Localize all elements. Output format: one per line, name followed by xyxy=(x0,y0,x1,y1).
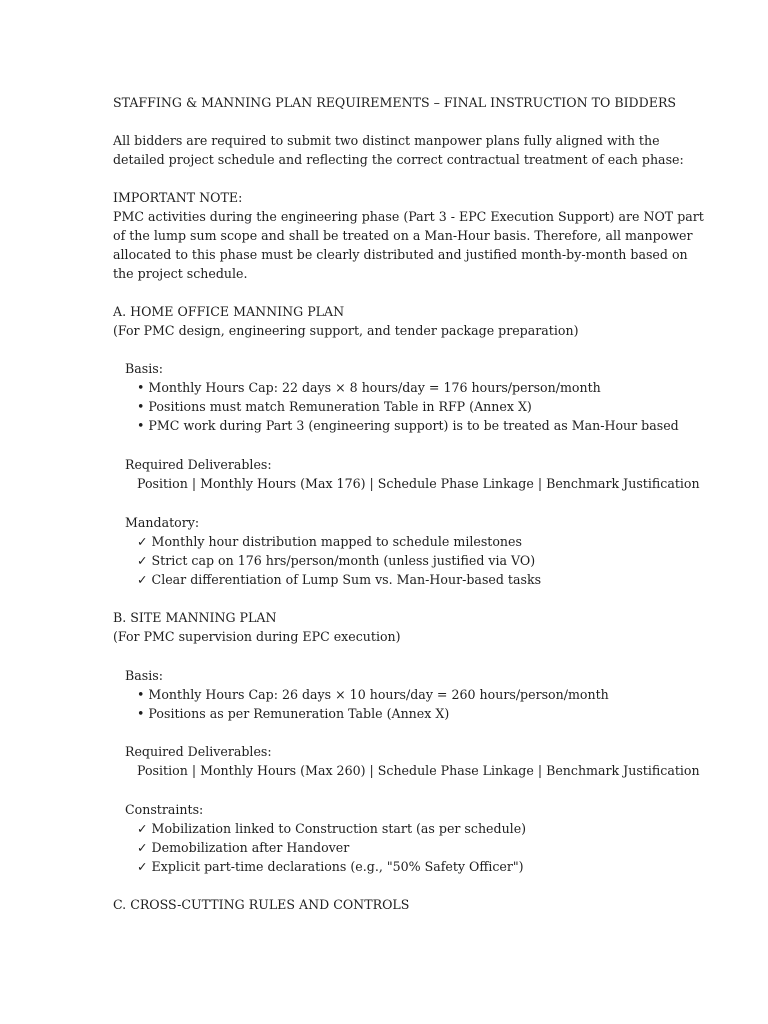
section-b-basis-item: • Monthly Hours Cap: 26 days × 10 hours/day = 260 hours/person/month xyxy=(137,687,609,702)
section-a-mandatory-item: ✓ Strict cap on 176 hrs/person/month (unless justified via VO) xyxy=(137,553,536,568)
important-note-line-2: of the lump sum scope and shall be treated on a Man-Hour basis. Therefore, all manpower xyxy=(113,228,693,243)
section-a-subheading: (For PMC design, engineering support, and tender package preparation) xyxy=(113,323,579,338)
section-b-deliverables-text: Position | Monthly Hours (Max 260) | Schedule Phase Linkage | Benchmark Justification xyxy=(137,763,700,778)
section-a-mandatory-item: ✓ Monthly hour distribution mapped to schedule milestones xyxy=(137,534,522,549)
section-b-subheading: (For PMC supervision during EPC execution) xyxy=(113,629,401,644)
important-note-line-3: allocated to this phase must be clearly distributed and justified month-by-month based on xyxy=(113,247,688,262)
section-a-deliverables-text: Position | Monthly Hours (Max 176) | Schedule Phase Linkage | Benchmark Justification xyxy=(137,476,700,491)
section-a-mandatory-label: Mandatory: xyxy=(125,515,200,530)
document-title: STAFFING & MANNING PLAN REQUIREMENTS – FINAL INSTRUCTION TO BIDDERS xyxy=(113,95,677,110)
section-a-basis-label: Basis: xyxy=(125,361,163,376)
section-a-heading: A. HOME OFFICE MANNING PLAN xyxy=(113,304,345,319)
intro-line-1: All bidders are required to submit two distinct manpower plans fully aligned with the xyxy=(113,133,660,148)
important-note-line-4: the project schedule. xyxy=(113,266,248,281)
important-note-line-1: PMC activities during the engineering phase (Part 3 - EPC Execution Support) are NOT part xyxy=(113,209,704,224)
section-a-mandatory-item: ✓ Clear differentiation of Lump Sum vs. Man-Hour-based tasks xyxy=(137,572,542,587)
section-b-heading: B. SITE MANNING PLAN xyxy=(113,610,277,625)
section-a-basis-item: • PMC work during Part 3 (engineering support) is to be treated as Man-Hour based xyxy=(137,418,679,433)
section-b-constraint-item: ✓ Mobilization linked to Construction start (as per schedule) xyxy=(137,821,527,836)
section-b-basis-label: Basis: xyxy=(125,668,163,683)
intro-line-2: detailed project schedule and reflecting the correct contractual treatment of each phase: xyxy=(113,152,684,167)
section-b-basis-item: • Positions as per Remuneration Table (Annex X) xyxy=(137,706,450,721)
section-c-heading: C. CROSS-CUTTING RULES AND CONTROLS xyxy=(113,897,410,912)
section-b-constraint-item: ✓ Explicit part-time declarations (e.g., "50% Safety Officer") xyxy=(137,859,524,874)
section-a-basis-item: • Positions must match Remuneration Table in RFP (Annex X) xyxy=(137,399,532,414)
important-note-heading: IMPORTANT NOTE: xyxy=(113,190,243,205)
section-b-constraints-label: Constraints: xyxy=(125,802,204,817)
section-b-deliverables-label: Required Deliverables: xyxy=(125,744,272,759)
section-b-constraint-item: ✓ Demobilization after Handover xyxy=(137,840,350,855)
section-a-deliverables-label: Required Deliverables: xyxy=(125,457,272,472)
section-a-basis-item: • Monthly Hours Cap: 22 days × 8 hours/day = 176 hours/person/month xyxy=(137,380,601,395)
